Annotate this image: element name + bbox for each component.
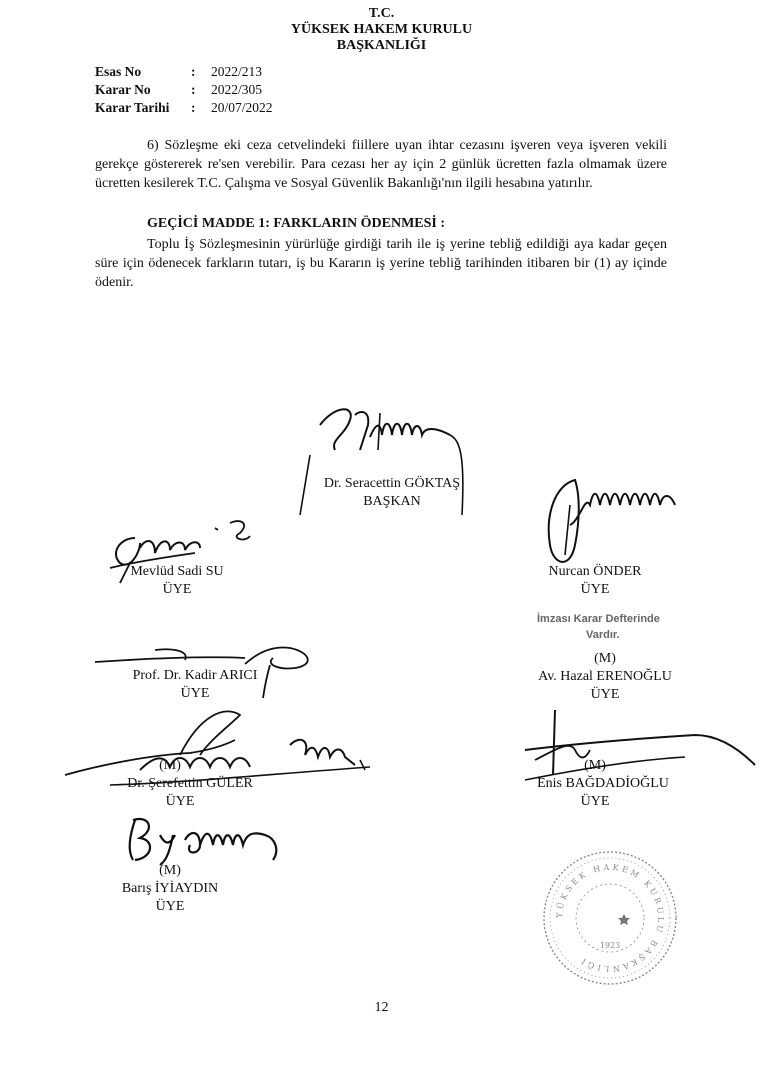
meta-sep: : (191, 100, 196, 115)
meta-sep: : (191, 64, 196, 79)
svg-text:YÜKSEK HAKEM KURULU BAŞKANLIĞI (555, 863, 665, 973)
onder-role: ÜYE (580, 582, 610, 597)
official-seal (540, 848, 680, 988)
case-metadata (95, 63, 273, 117)
baskan-role: BAŞKAN (363, 494, 421, 509)
bagdadioglu-mark: (M) (584, 758, 606, 773)
arici-role: ÜYE (180, 686, 210, 701)
page-number: 12 (374, 1000, 389, 1015)
guler-name: Dr. Şerefettin GÜLER (127, 776, 253, 791)
arici-name: Prof. Dr. Kadir ARICI (132, 668, 258, 683)
meta-karar-row (95, 81, 273, 99)
iyiaydin-mark: (M) (159, 863, 181, 878)
su-role: ÜYE (162, 582, 192, 597)
meta-label: Esas No (95, 64, 142, 79)
paragraph-6 (95, 136, 667, 193)
meta-label: Karar No (95, 82, 151, 97)
signature-bagdadioglu (515, 705, 763, 785)
meta-value: 2022/213 (211, 64, 263, 79)
meta-esas-row (95, 63, 273, 81)
signature-iyiaydin (115, 810, 290, 870)
stamp-note-line1: İmzası Karar Defterinde (537, 613, 660, 625)
meta-tarih-row (95, 99, 273, 117)
meta-value: 2022/305 (211, 82, 263, 97)
meta-label: Karar Tarihi (95, 100, 170, 115)
header-presidency: BAŞKANLIĞI (336, 38, 427, 53)
onder-name: Nurcan ÖNDER (548, 564, 642, 579)
paragraph-gecici-text: Toplu İş Sözleşmesinin yürürlüğe girdiği tarih ile iş yerine tebliğ edildiği aya kadar geçen süre için ödenecek farkların tutarı, iş bu Kararın iş yerine tebliğ tarihinden itibaren bir (1) ay içinde ödenir. (95, 237, 667, 290)
iyiaydin-role: ÜYE (155, 899, 185, 914)
guler-mark: (M) (159, 758, 181, 773)
bagdadioglu-role: ÜYE (580, 794, 610, 809)
erenoglu-mark: (M) (594, 651, 616, 666)
iyiaydin-name: Barış İYİAYDIN (121, 881, 219, 896)
header-tc: T.C. (368, 6, 395, 21)
seal-year: 1923 (599, 941, 621, 950)
su-name: Mevlüd Sadi SU (130, 564, 224, 579)
erenoglu-name: Av. Hazal ERENOĞLU (538, 669, 672, 684)
section-heading: GEÇİCİ MADDE 1: FARKLARIN ÖDENMESİ : (147, 216, 446, 231)
stamp-note-line2: Vardır. (586, 629, 620, 641)
bagdadioglu-name: Enis BAĞDADİOĞLU (537, 776, 669, 791)
paragraph-6-text: 6) Sözleşme eki ceza cetvelindeki fiillere uyan ihtar cezasını işveren veya işveren vekili gerekçe göstererek re'sen verebilir. Para cezası her ay için 2 günlük ücretten fazla olmamak üzere ücretten kesilerek T.C. Çalışma ve Sosyal Güvenlik Bakanlığı'nın ilgili hesabına yatırılır. (95, 138, 667, 191)
seal-text: YÜKSEK HAKEM KURULU BAŞKANLIĞI (554, 862, 666, 974)
baskan-name: Dr. Seracettin GÖKTAŞ (323, 476, 461, 491)
meta-sep: : (191, 82, 196, 97)
paragraph-gecici (95, 235, 667, 292)
erenoglu-role: ÜYE (590, 687, 620, 702)
header-institution: YÜKSEK HAKEM KURULU (290, 22, 473, 37)
guler-role: ÜYE (165, 794, 195, 809)
meta-value: 20/07/2022 (211, 100, 273, 115)
